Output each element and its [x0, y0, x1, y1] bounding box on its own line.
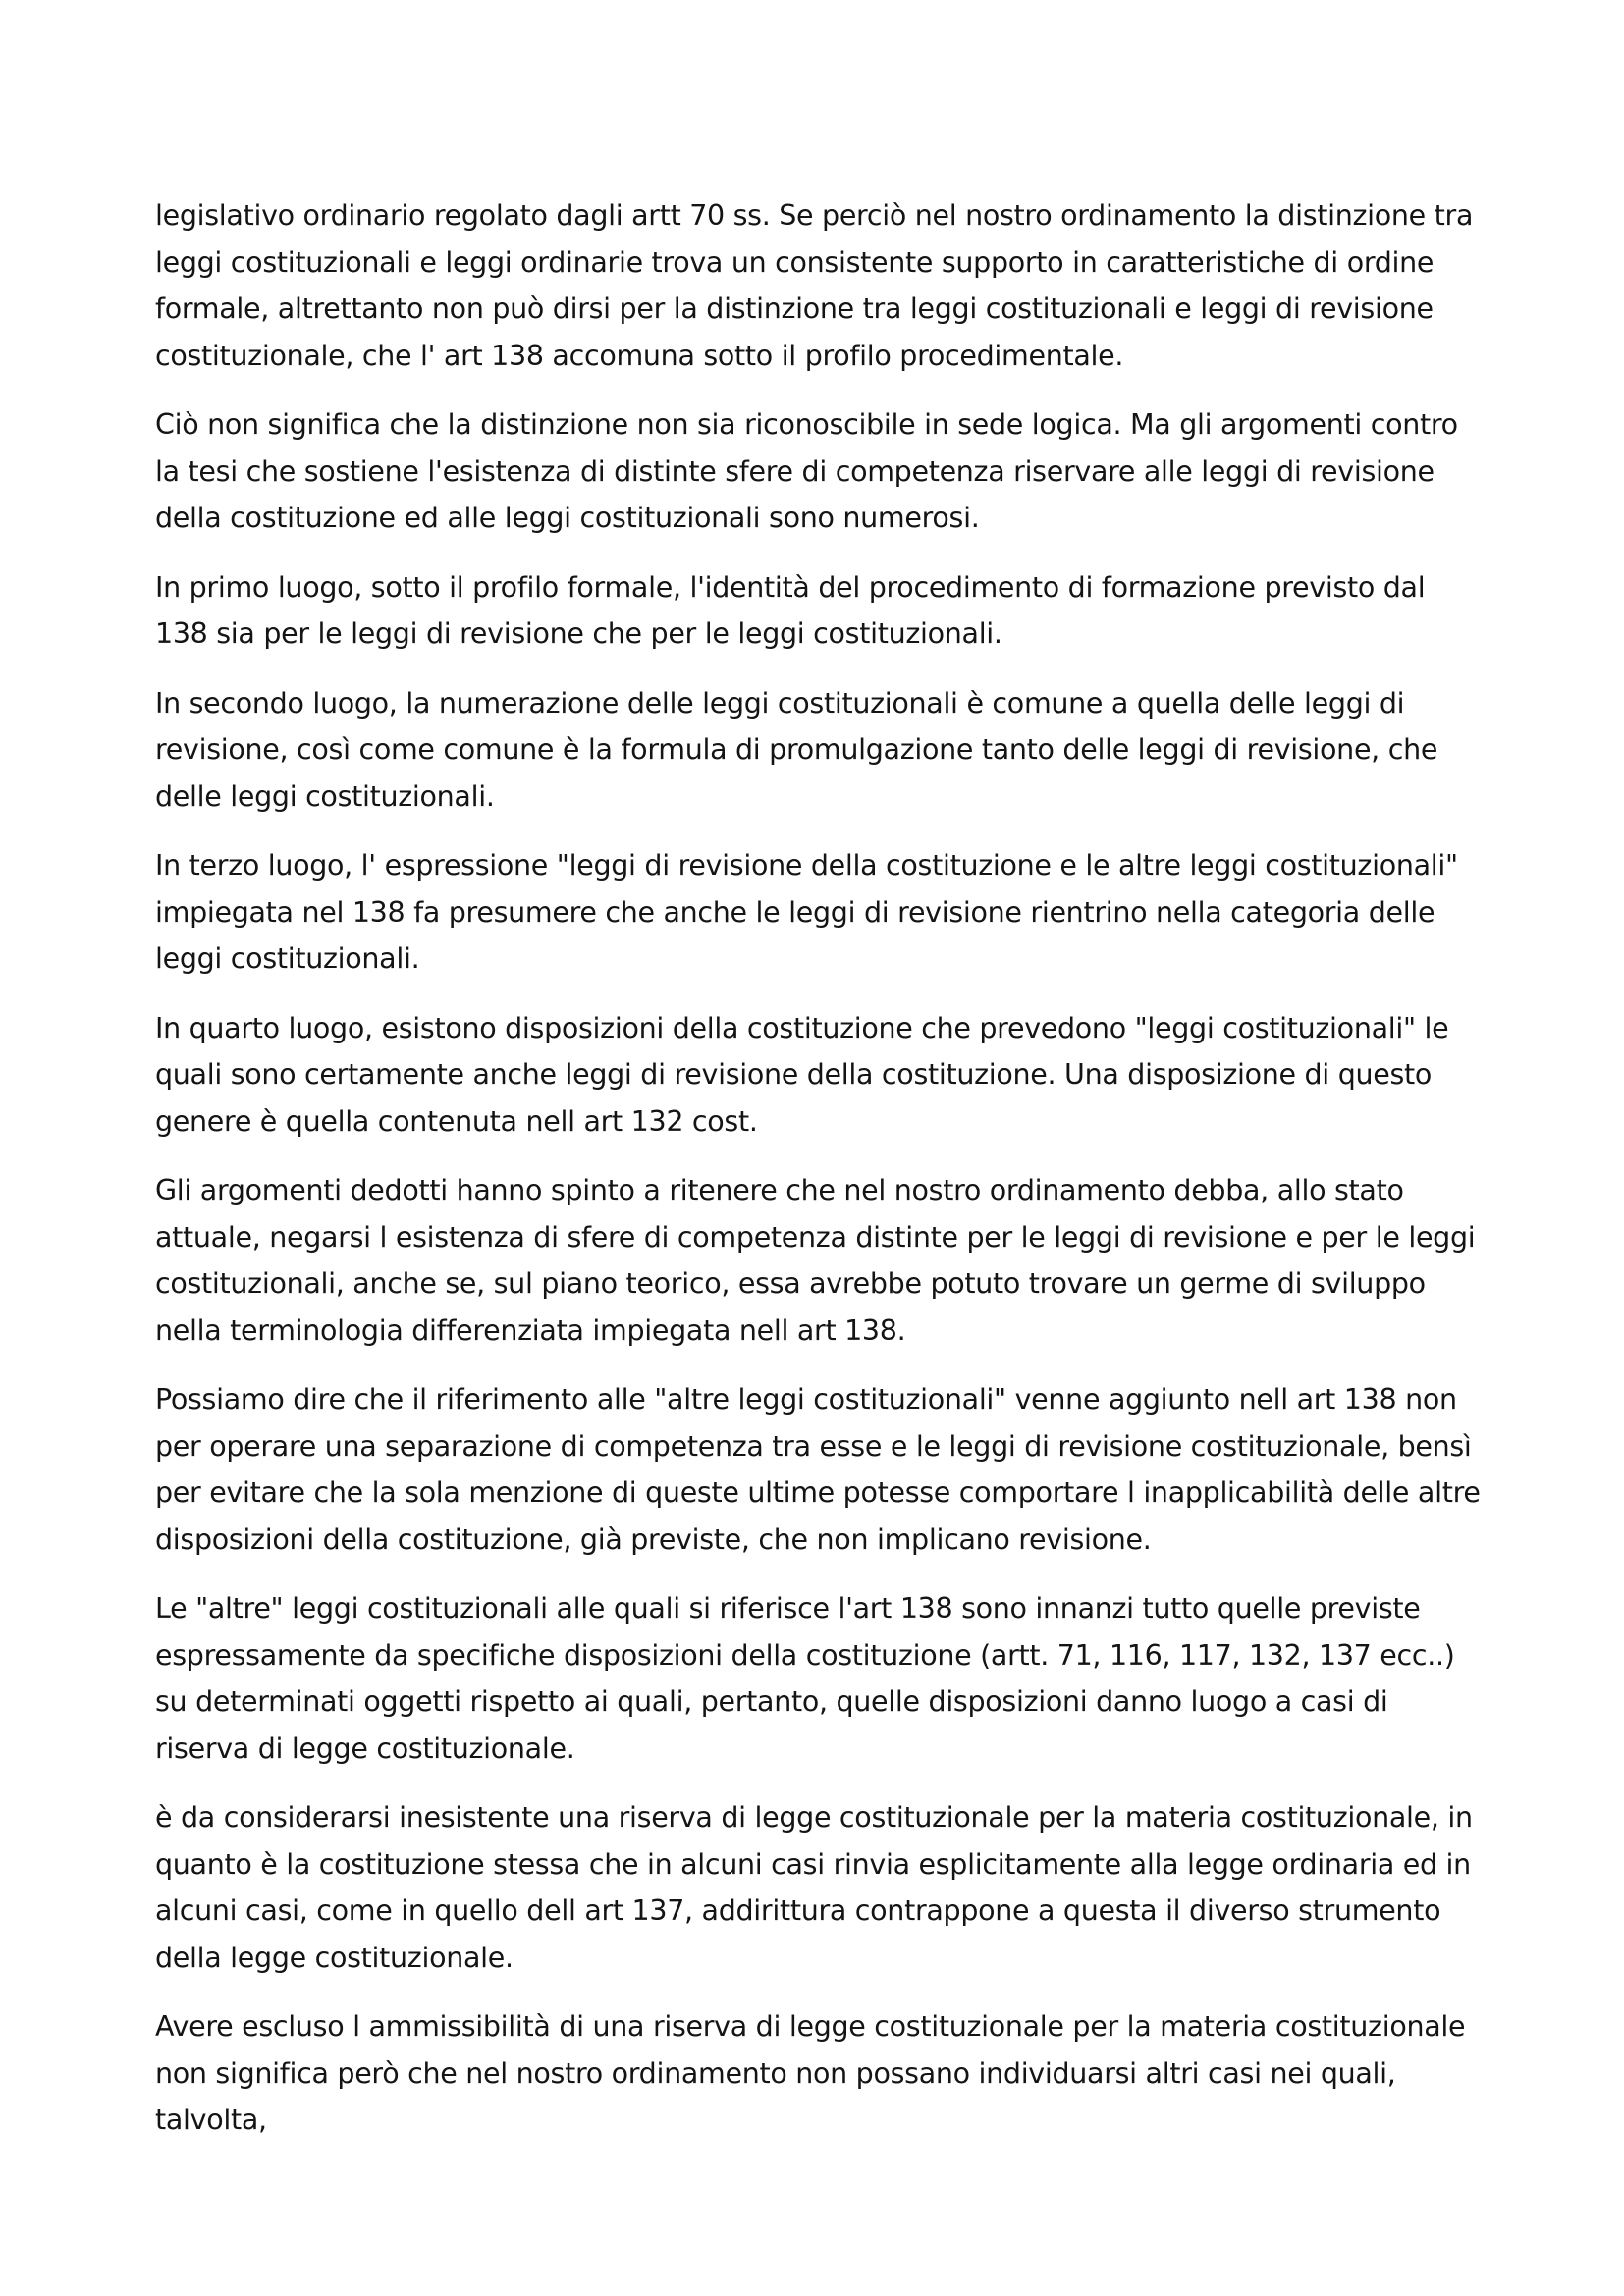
paragraph-8: Possiamo dire che il riferimento alle "altre leggi costituzionali" venne aggiunto nell art 138 non per operare una separazione di competenza tra esse e le leggi di revisione costituzionale, bensì per evitare che la sola menzione di queste ultime potesse comportare l inapplicabilità delle altre disposizioni della costituzione, già previste, che non implicano revisione.: [155, 1383, 1481, 1556]
paragraph-1: legislativo ordinario regolato dagli artt 70 ss. Se perciò nel nostro ordinamento la distinzione tra leggi costituzionali e leggi ordinarie trova un consistente supporto in caratteristiche di ordine formale, altrettanto non può dirsi per la distinzione tra leggi costituzionali e leggi di revisione costituzionale, che l' art 138 accomuna sotto il profilo procedimentale.: [155, 199, 1474, 372]
paragraph-6: In quarto luogo, esistono disposizioni della costituzione che prevedono "leggi costituzionali" le quali sono certamente anche leggi di revisione della costituzione. Una disposizione di questo genere è quella contenuta nell art 132 cost.: [155, 1011, 1449, 1138]
paragraph-7: Gli argomenti dedotti hanno spinto a ritenere che nel nostro ordinamento debba, allo stato attuale, negarsi l esistenza di sfere di competenza distinte per le leggi di revisione e per le leggi costituzionali, anche se, sul piano teorico, essa avrebbe potuto trovare un germe di sviluppo nella terminologia differenziata impiegata nell art 138.: [155, 1174, 1476, 1347]
paragraph-11: Avere escluso l ammissibilità di una riserva di legge costituzionale per la materia costituzionale non significa però che nel nostro ordinamento non possano individuarsi altri casi nei quali, talvolta,: [155, 2010, 1466, 2136]
paragraph-3: In primo luogo, sotto il profilo formale, l'identità del procedimento di formazione previsto dal 138 sia per le leggi di revisione che per le leggi costituzionali.: [155, 570, 1426, 650]
paragraph-10: è da considerarsi inesistente una riserva di legge costituzionale per la materia costituzionale, in quanto è la costituzione stessa che in alcuni casi rinvia esplicitamente alla legge ordinaria ed in alcuni casi, come in quello dell art 137, addirittura contrappone a questa il diverso strumento della legge costituzionale.: [155, 1801, 1473, 1974]
paragraph-5: In terzo luogo, l' espressione "leggi di revisione della costituzione e le altre leggi costituzionali" impiegata nel 138 fa presumere che anche le leggi di revisione rientrino nella categoria delle leggi costituzionali.: [155, 849, 1458, 975]
document-body: [155, 192, 1483, 2166]
paragraph-4: In secondo luogo, la numerazione delle leggi costituzionali è comune a quella delle leggi di revisione, così come comune è la formula di promulgazione tanto delle leggi di revisione, che delle leggi costituzionali.: [155, 686, 1438, 813]
paragraph-2: Ciò non significa che la distinzione non sia riconoscibile in sede logica. Ma gli argomenti contro la tesi che sostiene l'esistenza di distinte sfere di competenza riservare alle leggi di revisione della costituzione ed alle leggi costituzionali sono numerosi.: [155, 408, 1458, 534]
paragraph-9: Le "altre" leggi costituzionali alle quali si riferisce l'art 138 sono innanzi tutto quelle previste espressamente da specifiche disposizioni della costituzione (artt. 71, 116, 117, 132, 137 ecc..) su determinati oggetti rispetto ai quali, pertanto, quelle disposizioni danno luogo a casi di riserva di legge costituzionale.: [155, 1592, 1455, 1765]
